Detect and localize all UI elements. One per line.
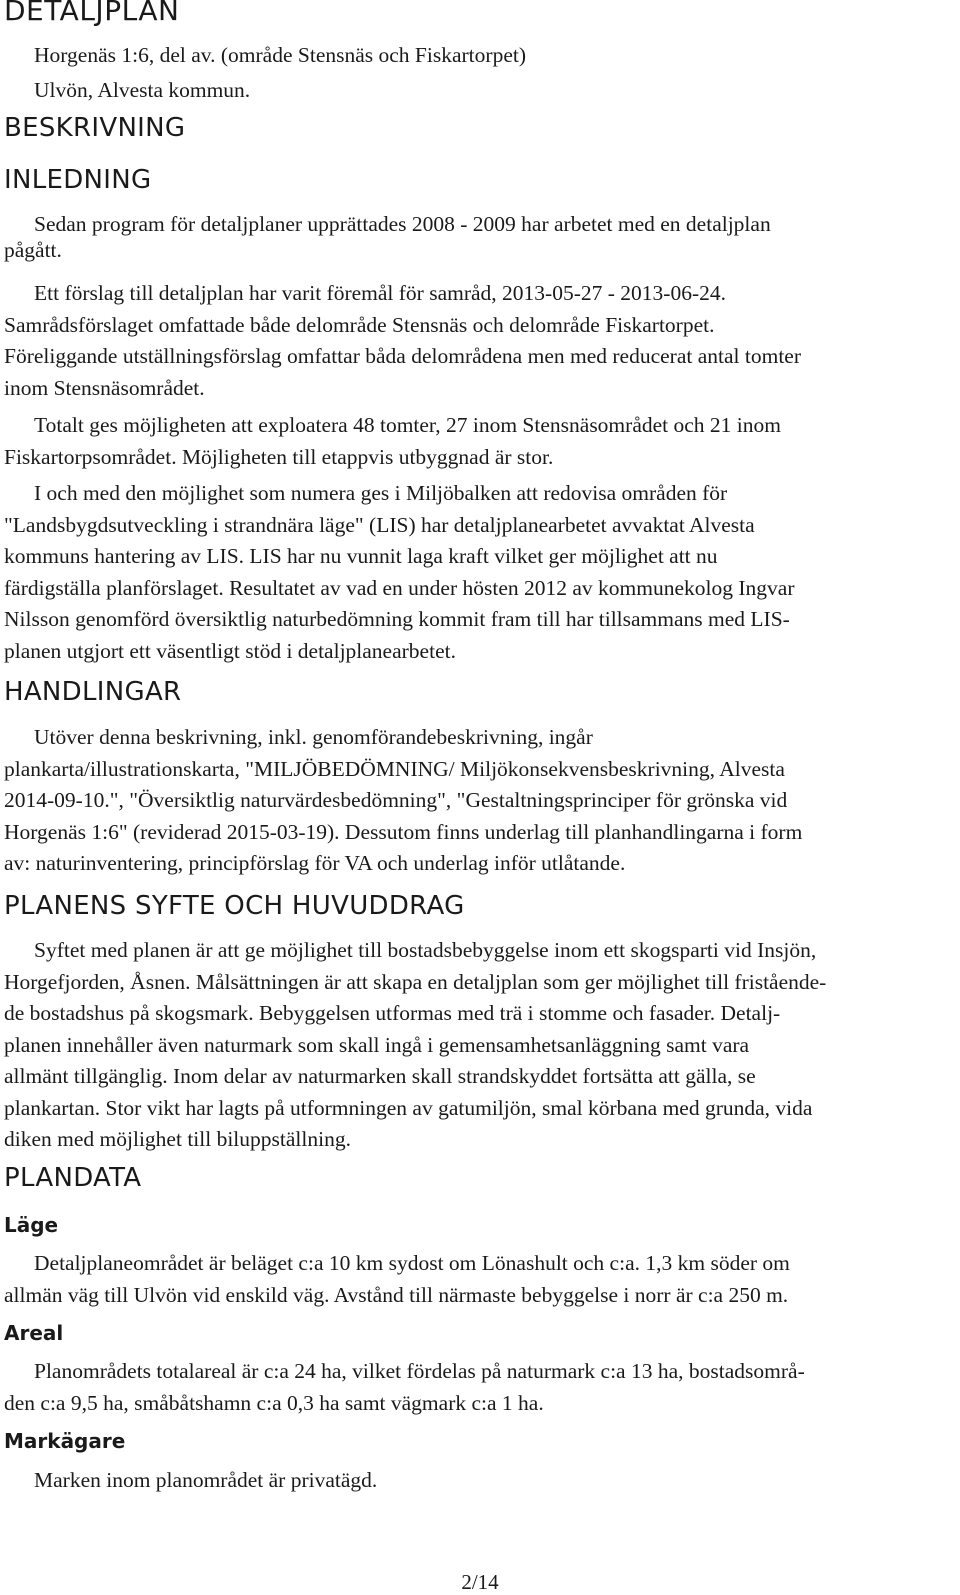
heading-handlingar: HANDLINGAR xyxy=(4,677,182,707)
paragraph-syfte: Syftet med planen är att ge möjlighet till bostadsbebyggelse inom ett skogsparti vid Insjön, Horgefjorden, Åsnen. Målsättningen är att skapa en detaljplan som ger möjlighet till fristående- de bostadshus på skogsmark. Bebyggelsen utformas med trä i stomme och fasader. Detalj- planen innehåller även naturmark som skall ingå i gemensamhetsanläggning samt vara allmänt tillgänglig. Inom delar av naturmarken skall strandskyddet fortsätta att gälla, se plankartan. Stor vikt har lagts på utformningen av gatumiljön, smal körbana med grunda, vida diken med möjlighet till biluppställning. xyxy=(4,938,827,1151)
page-number: 2/14 xyxy=(461,1570,499,1594)
paragraph-handlingar: Utöver denna beskrivning, inkl. genomförandebeskrivning, ingår plankarta/illustrationskarta, "MILJÖBEDÖMNING/ Miljökonsekvensbeskrivning, Alvesta 2014-09-10.", "Översiktlig naturvärdesbedömning", "Gestaltningsprinciper för grönska vid Horgenäs 1:6" (reviderad 2015-03-19). Dessutom finns underlag till planhandlingarna i form av: naturinventering, principförslag för VA och underlag inför utlåtande. xyxy=(4,725,803,875)
paragraph-lage: Detaljplaneområdet är beläget c:a 10 km sydost om Lönashult och c:a. 1,3 km söder om allmän väg till Ulvön vid enskild väg. Avstånd till närmaste bebyggelse i norr är c:a 250 m. xyxy=(4,1251,790,1307)
paragraph-inledning-4: I och med den möjlighet som numera ges i Miljöbalken att redovisa områden för "Landsbygdsutveckling i strandnära läge" (LIS) har detaljplanearbetet avvaktat Alvesta kommuns hantering av LIS. LIS har nu vunnit laga kraft vilket ger möjlighet att nu färdigställa planförslaget. Resultatet av vad en under hösten 2012 av kommunekolog Ingvar Nilsson genomförd översiktlig naturbedömning kommit fram till har tillsammans med LIS- planen utgjort ett väsentligt stöd i detaljplanearbetet. xyxy=(4,481,795,663)
heading-syfte: PLANENS SYFTE OCH HUVUDDRAG xyxy=(4,891,465,921)
paragraph-inledning-3: Totalt ges möjligheten att exploatera 48 tomter, 27 inom Stensnäsområdet och 21 inom Fiskartorpsområdet. Möjligheten till etappvis utbyggnad är stor. xyxy=(4,413,781,469)
paragraph-inledning-2: Ett förslag till detaljplan har varit föremål för samråd, 2013-05-27 - 2013-06-24. Samrådsförslaget omfattade både delområde Stensnäs och delområde Fiskartorpet. Föreliggande utställningsförslag omfattar båda delområdena men med reducerat antal tomter inom Stensnäsområdet. xyxy=(4,281,802,400)
heading-inledning: INLEDNING xyxy=(4,165,152,195)
heading-beskrivning: BESKRIVNING xyxy=(4,113,186,143)
heading-areal: Areal xyxy=(4,1321,64,1345)
property-line: Horgenäs 1:6, del av. (område Stensnäs och Fiskartorpet) xyxy=(34,43,526,67)
paragraph-areal: Planområdets totalareal är c:a 24 ha, vilket fördelas på naturmark c:a 13 ha, bostadsområ- den c:a 9,5 ha, småbåtshamn c:a 0,3 ha samt vägmark c:a 1 ha. xyxy=(4,1359,805,1415)
municipality-line: Ulvön, Alvesta kommun. xyxy=(34,78,251,102)
document-title: DETALJPLAN xyxy=(4,0,180,27)
heading-lage: Läge xyxy=(4,1213,59,1237)
paragraph-markagare: Marken inom planområdet är privatägd. xyxy=(34,1468,378,1492)
heading-markagare: Markägare xyxy=(4,1429,126,1453)
paragraph-inledning-1: Sedan program för detaljplaner upprättades 2008 - 2009 har arbetet med en detaljplan pågått. xyxy=(4,212,771,262)
heading-plandata: PLANDATA xyxy=(4,1163,142,1193)
